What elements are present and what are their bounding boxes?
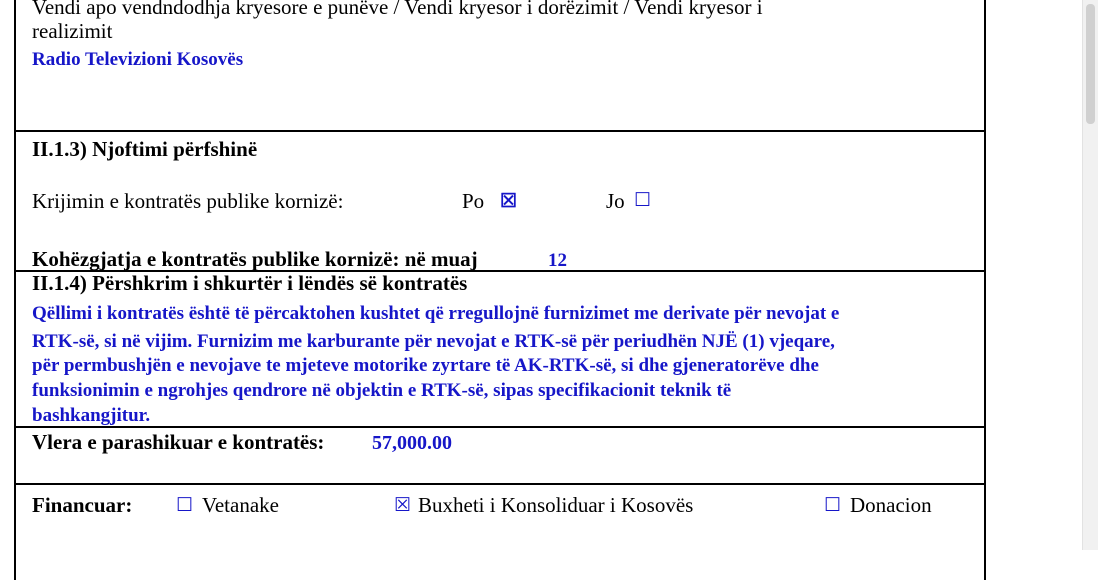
description-line: për permbushjën e nevojave te mjeteve motorike zyrtare të AK-RTK-së, si dhe gjeneratorëve dhe	[32, 355, 819, 376]
funding-donation-checkbox[interactable]: ☐	[824, 495, 842, 516]
funding-donation-label: Donacion	[850, 493, 932, 517]
funding-budget-label: Buxheti i Konsoliduar i Kosovës	[418, 493, 694, 517]
funding-budget-checkbox[interactable]: ☒	[394, 495, 412, 516]
duration-label: Kohëzgjatja e kontratës publike kornizë: në muaj	[32, 247, 478, 271]
framework-yes-checkbox[interactable]: ☒	[500, 191, 518, 212]
framework-label: Krijimin e kontratës publike kornizë:	[32, 189, 344, 213]
contract-value-amount: 57,000.00	[372, 432, 452, 454]
location-value: Radio Televizioni Kosovës	[32, 49, 244, 70]
funding-label: Financuar:	[32, 493, 133, 517]
scrollbar-thumb[interactable]	[1086, 4, 1095, 124]
section-divider	[16, 483, 984, 485]
notice-heading: II.1.3) Njoftimi përfshinë	[32, 137, 258, 161]
funding-own-label: Vetanake	[202, 493, 279, 517]
procurement-form	[14, 0, 986, 580]
description-line: Qëllimi i kontratës është të përcaktohen kushtet që rregullojnë furnizimet me derivate për nevojat e	[32, 303, 840, 324]
framework-yes-label: Po	[462, 189, 485, 213]
description-line: RTK-së, si në vijim. Furnizim me karburante për nevojat e RTK-së për periudhën NJË (1) vjeqare,	[32, 331, 835, 352]
description-heading: II.1.4) Përshkrim i shkurtër i lëndës së kontratës	[32, 271, 468, 295]
duration-value: 12	[548, 250, 567, 271]
contract-value-label: Vlera e parashikuar e kontratës:	[32, 430, 325, 454]
location-label-line2: realizimit	[32, 19, 113, 43]
framework-no-label: Jo	[606, 189, 625, 213]
description-line: funksionimin e ngrohjes qendrore në objektin e RTK-së, sipas specifikacionit teknik të	[32, 380, 732, 401]
description-line: bashkangjitur.	[32, 405, 151, 426]
framework-no-checkbox[interactable]: ☐	[634, 190, 652, 211]
funding-own-checkbox[interactable]: ☐	[176, 495, 194, 516]
vertical-scrollbar[interactable]	[1082, 0, 1098, 550]
section-divider	[16, 426, 984, 428]
location-label-line1: Vendi apo vendndodhja kryesore e punëve / Vendi kryesor i dorëzimit / Vendi kryesor i	[32, 0, 763, 19]
section-divider	[16, 130, 984, 132]
